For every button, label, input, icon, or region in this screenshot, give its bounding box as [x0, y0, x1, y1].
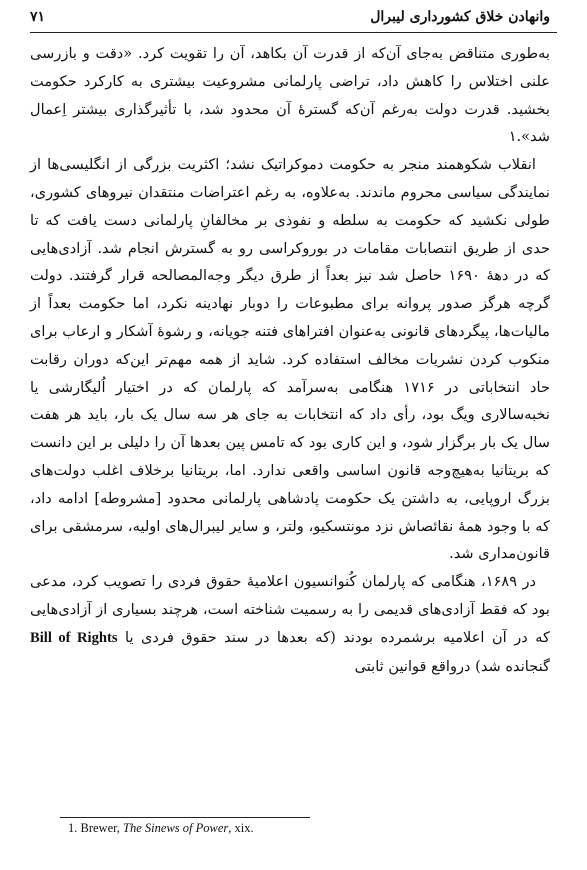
footnote-suffix: , xix.: [228, 821, 254, 835]
running-title: وانهادن خلاق کشورداری لیبرال: [370, 9, 550, 25]
body-text: [30, 40, 550, 680]
header-rule: [30, 32, 557, 33]
paragraph-1: به‌طوری متناقض به‌جای آن‌که از قدرت آن بکاهد، آن را تقویت کرد. «دقت و بازرسی علنی اختلاس را کاهش داد، تراضی پارلمانی مشروعیت بیشتری به کارکرد حکومت بخشید. قدرت دولت به‌رغم آن‌که گسترهٔ آن محدود شد، با تأثیرگذاری بیشتر اِعمال شد».۱: [30, 45, 550, 146]
paragraph-2: انقلاب شکوهمند منجر به حکومت دموکراتیک نشد؛ اکثریت بزرگی از انگلیسی‌ها از نمایندگی سیاسی محروم ماندند. به‌علاوه، به رغم اعتراضات منتقدان نیروهای کشوری، طولی نکشید که حکومت به سلطه و نفوذی بر مخالفانِ پارلمانی دست یافت که تا حدی از طریق انتصابات مقامات در بوروکراسی رو به گسترش انجام شد. آزادی‌هایی که در دههٔ ۱۶۹۰ حاصل شد نیز بعداً از طرق دیگر وجه‌المصالحه قرار گرفتند. دولت گرچه هرگز صدور پروانه برای مطبوعات را دوبار نهادینه نکرد، اما حکومت بعداً از مالیات‌ها، پیگردهای قانونی به‌عنوان افتراهای فتنه جویانه، و رشوهٔ آشکار و ارعاب برای منکوب کردن نشریات مخالف استفاده کرد. شاید از همه مهم‌تر این‌که دوران رقابت حاد انتخاباتی در ۱۷۱۶ هنگامی به‌سرآمد که پارلمان که در اختیار اُلیگارشی یا نخبه‌سالاری ویگ بود، رأی داد که انتخابات به جای هر سه سال یک بار، باید هر هفت سال یک بار برگزار شود، و این کاری بود که تامس پین بعدها آن را دلیلی بر این دانست که بریتانیا به‌هیچ‌وجه قانون اساسی واقعی ندارد. اما، بریتانیا برخلاف اغلب دولت‌های بزرگ اروپایی، به داشتن یک حکومت پادشاهی پارلمانی محدود [مشروطه] ادامه داد، که با وجود همهٔ نقائصاش نزد مونتسکیو، ولتر، و سایر لیبرال‌های اولیه، سرمشقی برای قانون‌مداری شد.: [30, 156, 550, 563]
page-number: ۷۱: [30, 9, 46, 25]
paragraph-3-text-after: گنجانده شد) درواقع قوانین ثابتی: [354, 657, 550, 675]
bill-of-rights-term: Bill of Rights: [30, 629, 118, 646]
footnote-title: The Sinews of Power: [123, 821, 229, 835]
running-header: [30, 5, 550, 29]
footnote-prefix: 1. Brewer,: [68, 821, 120, 835]
footnote-rule: [60, 817, 310, 818]
paragraph-3-text-before: در ۱۶۸۹، هنگامی که پارلمان کُنوانسیون اعلامیهٔ حقوق فردی را تصویب کرد، مدعی بود که فقط آزادی‌های قدیمی را به رسمیت شناخته است، هرچند بسیاری از آزادی‌هایی که در آن اعلامیه برشمرده بودند (که بعدها در سند حقوق فردی یا: [30, 573, 550, 646]
footnote: [68, 821, 254, 836]
paragraph-3: [30, 568, 550, 680]
